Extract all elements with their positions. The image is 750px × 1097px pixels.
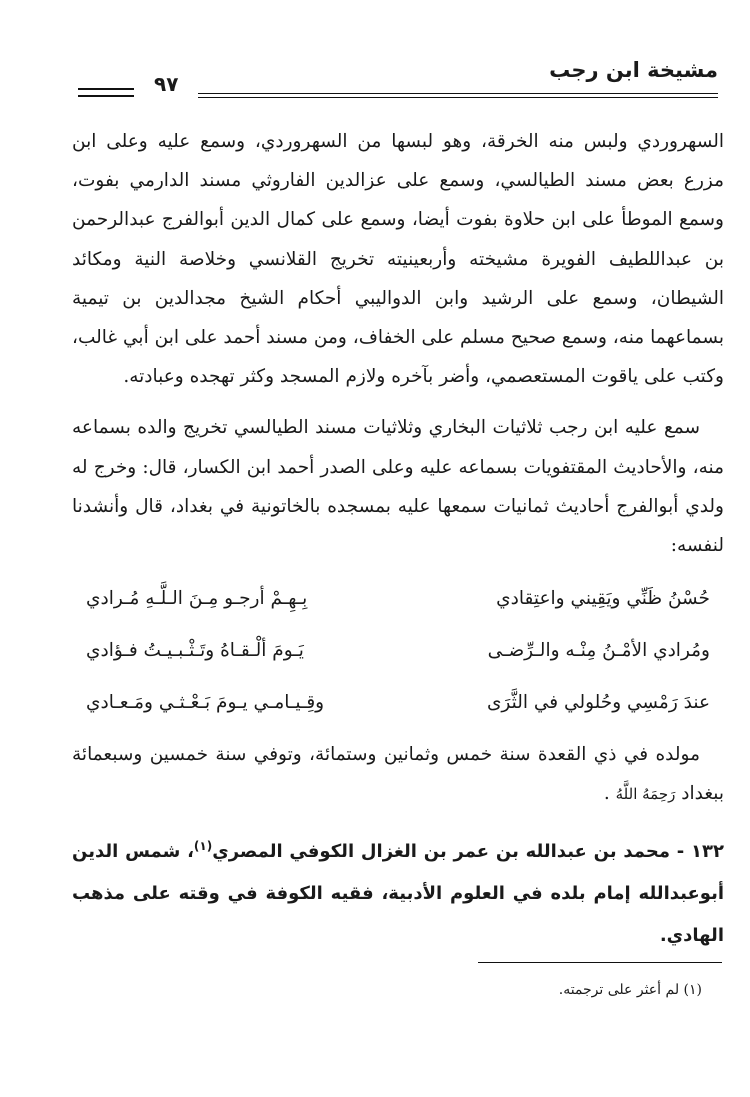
verse-1-first-hemistich: حُسْنُ ظَنِّي ويَقِيني واعتِقادي bbox=[496, 588, 710, 610]
main-text bbox=[72, 122, 724, 957]
footnote-reference[interactable]: (١) bbox=[193, 838, 213, 853]
verse-1 bbox=[72, 573, 724, 625]
verse-3-first-hemistich: عندَ رَمْسِي وحُلولي في الثَّرَى bbox=[486, 692, 710, 714]
verse-2-first-hemistich: ومُرادي الأمْـنُ مِنْـه والـرِّضـى bbox=[487, 640, 710, 662]
paragraph-3 bbox=[72, 735, 724, 814]
header-rule bbox=[198, 93, 718, 98]
eulogy-phrase: رَحِمَهُ اللَّهُ bbox=[615, 785, 676, 804]
paragraph-2: سمع عليه ابن رجب ثلاثيات البخاري وثلاثيات مسند الطيالسي تخريج والده بسماعه منه، والأحاديث المقتفويات بسماعه عليه وعلى الصدر أحمد ابن الكسار، قال: وخرج له ولدي أبوالفرج أحاديث ثمانيات سمعها عليه بمسجده بالخاتونية في بغداد، قال وأنشدنا لنفسه: bbox=[72, 417, 724, 557]
biography-entry-132 bbox=[72, 831, 724, 957]
running-title: مشيخة ابن رجب bbox=[549, 58, 718, 82]
paragraph-3-end: . bbox=[603, 783, 610, 805]
folio-rule bbox=[78, 88, 134, 97]
page-number: ٩٧ bbox=[154, 72, 179, 96]
poem bbox=[72, 573, 724, 729]
paragraph-1: السهروردي ولبس منه الخرقة، وهو لبسها من السهروردي، وسمع عليه وعلى ابن مزرع بعض مسند الطيالسي، وسمع على عزالدين الفاروثي مسند الدارمي بفوت، وسمع الموطأ على ابن حلاوة بفوت أيضا، وسمع على كمال الدين أبوالفرج عبدالرحمن بن عبداللطيف الفويرة مشيخته وأربعينيته تخريج القلانسي وخلاصة النية ومكائد الشيطان، وسمع على الرشيد وابن الدواليبي أحكام الشيخ مجدالدين بن تيمية بسماعهما منه، وسمع صحيح مسلم على الخفاف، ومن مسند أحمد على ابن أبي غالب، وكتب على ياقوت المستعصمي، وأضر بآخره ولازم المسجد وكثر تهجده وعبادته. bbox=[72, 131, 724, 388]
verse-2-second-hemistich: يَـومَ ألْـقـاهُ وتَـثْـبـيـتُ فـؤادي bbox=[86, 640, 304, 662]
footnote-1: (١) لم أعثر على ترجمته. bbox=[558, 982, 702, 998]
entry-heading: ١٣٢ - محمد بن عبدالله بن عمر بن الغزال الكوفي المصري bbox=[212, 840, 724, 862]
entry-text: ، شمس الدين أبوعبدالله إمام بلده في العلوم الأدبية، فقيه الكوفة في وقته على مذهب الهادي. bbox=[72, 840, 724, 946]
page-header bbox=[78, 50, 718, 100]
footnote-separator bbox=[478, 962, 722, 963]
verse-3 bbox=[72, 677, 724, 729]
paragraph-3-text: مولده في ذي القعدة سنة خمس وثمانين وستمائة، وتوفي سنة خمسين وسبعمائة ببغداد bbox=[72, 744, 724, 805]
verse-1-second-hemistich: بِـهِـمْ أرجـو مِـنَ الـلَّـهِ مُـرادي bbox=[86, 588, 308, 610]
verse-2 bbox=[72, 625, 724, 677]
verse-3-second-hemistich: وقِـيـامـي يـومَ بَـعْـثـي ومَـعـادي bbox=[86, 692, 325, 714]
